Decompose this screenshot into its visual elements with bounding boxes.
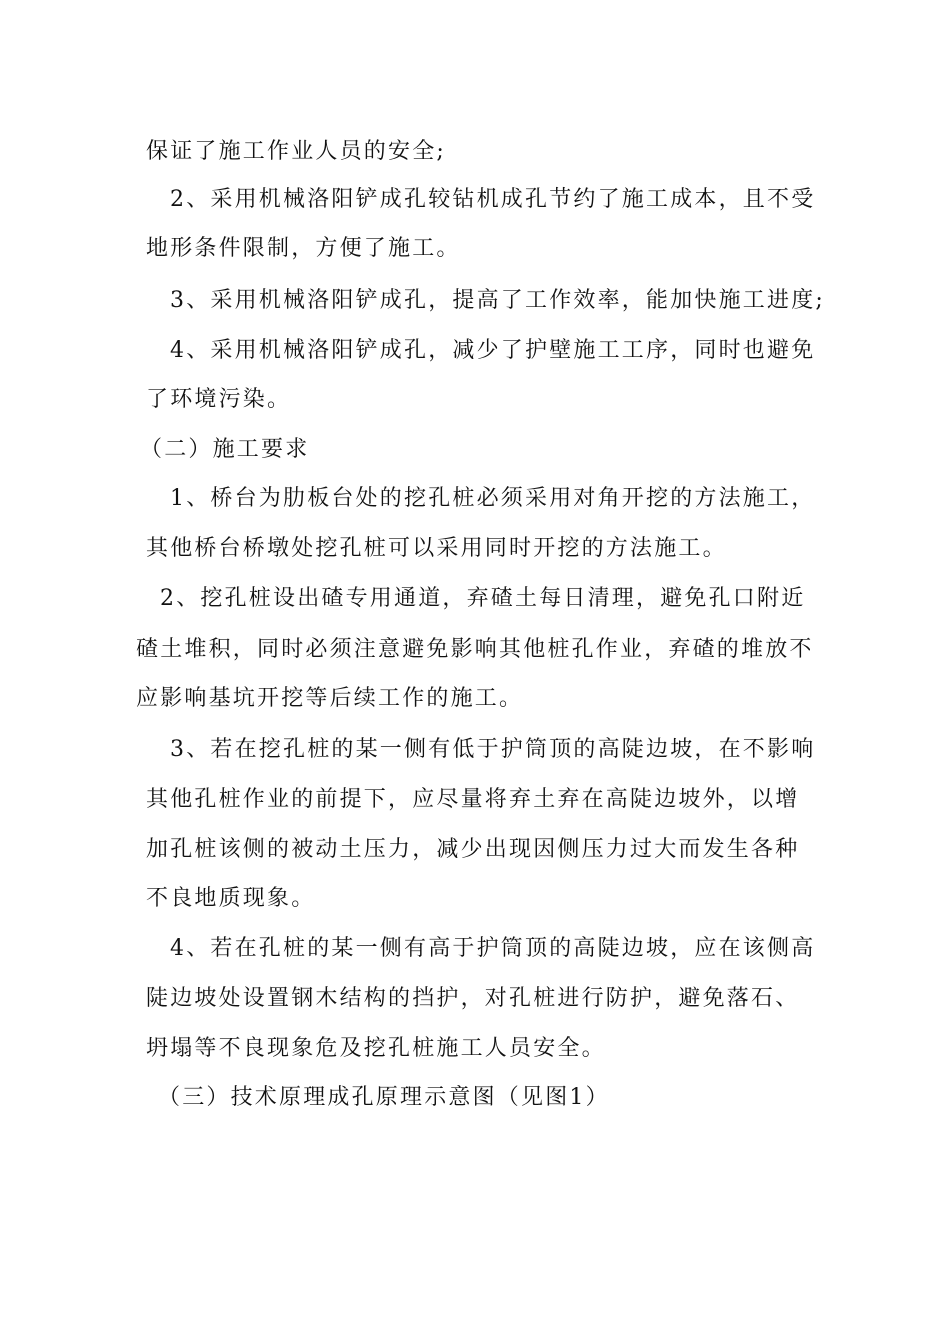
text-line: 应影响基坑开挖等后续工作的施工。 <box>136 686 524 711</box>
text-line: 4、采用机械洛阳铲成孔，减少了护壁施工工序，同时也避免 <box>170 338 816 363</box>
text-line: 加孔桩该侧的被动土压力，减少出现因侧压力过大而发生各种 <box>146 837 800 862</box>
text-line: 其他孔桩作业的前提下，应尽量将弃土弃在高陡边坡外，以增 <box>146 787 800 812</box>
text-line: 陡边坡处设置钢木结构的挡护，对孔桩进行防护，避免落石、 <box>146 986 800 1011</box>
text-line: 3、采用机械洛阳铲成孔，提高了工作效率，能加快施工进度; <box>170 288 826 313</box>
text-line: 保证了施工作业人员的安全; <box>146 139 447 164</box>
text-line: 1、桥台为肋板台处的挖孔桩必须采用对角开挖的方法施工， <box>170 486 816 511</box>
text-line: 3、若在挖孔桩的某一侧有低于护筒顶的高陡边坡，在不影响 <box>170 737 816 762</box>
text-line: 坍塌等不良现象危及挖孔桩施工人员安全。 <box>146 1036 606 1061</box>
text-line: 4、若在孔桩的某一侧有高于护筒顶的高陡边坡，应在该侧高 <box>170 936 816 961</box>
section-heading: （二）施工要求 <box>140 437 310 462</box>
text-line: 其他桥台桥墩处挖孔桩可以采用同时开挖的方法施工。 <box>146 536 727 561</box>
text-line: 2、采用机械洛阳铲成孔较钻机成孔节约了施工成本，且不受 <box>170 187 816 212</box>
text-line: 了环境污染。 <box>146 387 292 412</box>
text-line: 碴土堆积，同时必须注意避免影响其他桩孔作业，弃碴的堆放不 <box>136 637 814 662</box>
text-line: 地形条件限制，方便了施工。 <box>146 236 461 261</box>
text-line: 2、挖孔桩设出碴专用通道，弃碴土每日清理，避免孔口附近 <box>160 586 806 611</box>
text-line: 不良地质现象。 <box>146 886 316 911</box>
section-heading: （三）技术原理成孔原理示意图（见图1） <box>158 1085 610 1110</box>
